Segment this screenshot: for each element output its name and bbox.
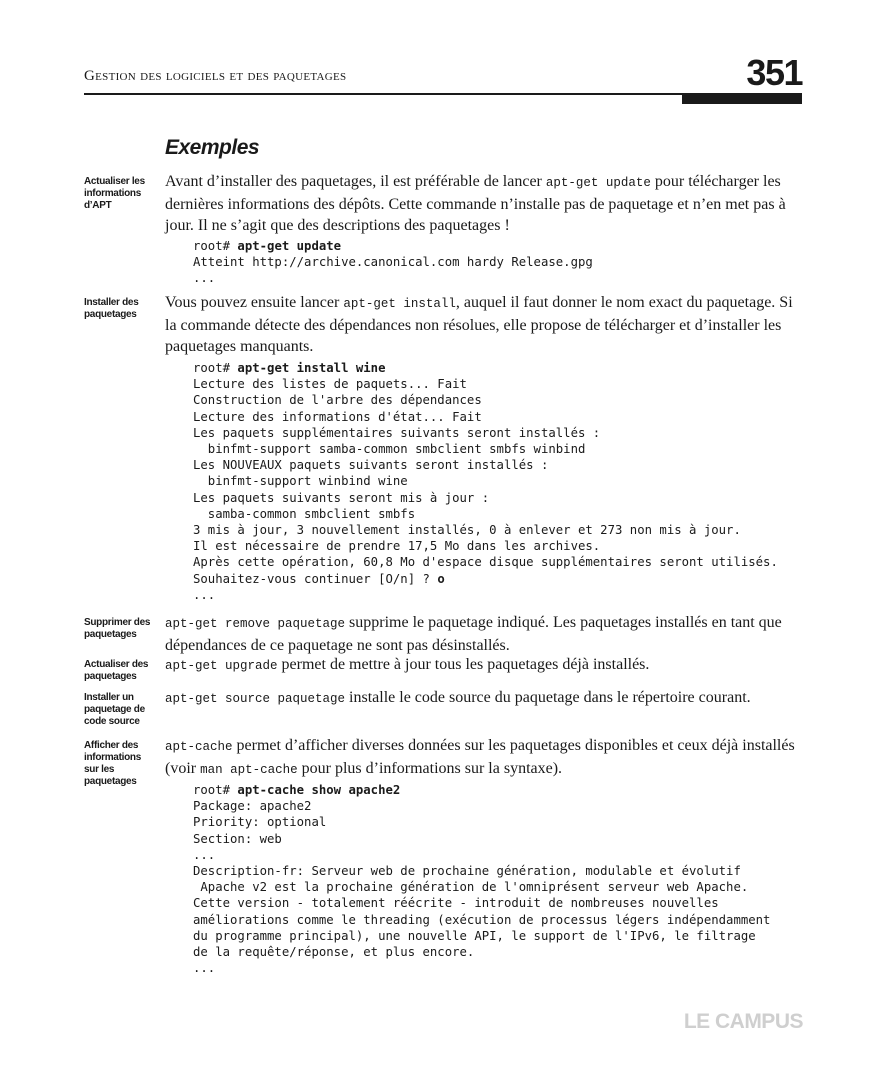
code-command: apt-get update	[237, 239, 342, 253]
publisher-logo: LE CAMPUS	[683, 1010, 803, 1033]
code-command: apt-cache show apache2	[237, 783, 401, 797]
code-line: Priority: optional	[193, 815, 327, 830]
code-line: Cette version - totalement réécrite - introduit de nombreuses nouvelles	[193, 896, 719, 911]
margin-note-source: Installer un paquetage de code source	[84, 692, 145, 727]
code-prompt: root#	[193, 361, 238, 375]
paragraph-text: pour plus d’informations sur la syntaxe).	[297, 760, 563, 777]
code-line: binfmt-support samba-common smbclient smbfs winbind	[193, 442, 586, 457]
paragraph-text: permet d’afficher diverses données sur les paquetages disponibles et ceux déjà installés (voir	[165, 737, 795, 777]
code-line: Construction de l'arbre des dépendances	[193, 393, 482, 408]
code-line: samba-common smbclient smbfs	[193, 506, 416, 521]
margin-note-show: Afficher des informations sur les paquetages	[84, 740, 141, 787]
code-line: 3 mis à jour, 3 nouvellement installés, 0 à enlever et 273 non mis à jour.	[193, 523, 741, 538]
page-number: 351	[746, 52, 802, 93]
margin-note-upgrade: Actualiser des paquetages	[84, 659, 149, 682]
code-line: Les paquets supplémentaires suivants seront installés :	[193, 425, 601, 440]
paragraph-text: , auquel il faut donner le nom exact du paquetage. Si la commande détecte des dépendances non résolues, elle propose de télécharger et d’installer les paquetages manquants.	[165, 294, 793, 355]
code-line: de la requête/réponse, et plus encore.	[193, 945, 475, 960]
paragraph-text: installe le code source du paquetage dans le répertoire courant.	[345, 689, 751, 706]
code-line: Les paquets suivants seront mis à jour :	[193, 490, 490, 505]
code-line: Lecture des listes de paquets... Fait	[193, 377, 467, 392]
code-question: Souhaitez-vous continuer [O/n] ?	[193, 571, 438, 586]
paragraph-update	[165, 171, 805, 236]
inline-code: man apt-cache	[200, 763, 298, 777]
code-line: ...	[193, 587, 216, 602]
paragraph-source	[165, 687, 805, 710]
code-line: Lecture des informations d'état... Fait	[193, 409, 482, 424]
margin-note-update: Actualiser les informations d’APT	[84, 176, 145, 211]
code-command: apt-get install wine	[237, 361, 386, 375]
paragraph-text: permet de mettre à jour tous les paquetages déjà installés.	[277, 656, 650, 673]
inline-code: apt-get remove paquetage	[165, 617, 346, 631]
code-line: Package: apache2	[193, 799, 312, 814]
section-heading: Exemples	[165, 136, 260, 159]
code-block-update	[193, 238, 593, 287]
inline-code: apt-get source paquetage	[165, 692, 346, 706]
code-line: Il est nécessaire de prendre 17,5 Mo dans les archives.	[193, 539, 601, 554]
code-prompt: root#	[193, 239, 238, 253]
paragraph-show	[165, 735, 805, 781]
margin-note-remove: Supprimer des paquetages	[84, 617, 151, 640]
paragraph-text: supprime le paquetage indiqué. Les paquetages installés en tant que dépendances de ce paquetage ne sont pas désinstallés.	[165, 614, 782, 654]
code-line: améliorations comme le threading (exécution de processus légers indépendamment	[193, 912, 771, 927]
code-line: du programme principal), une nouvelle API, le support de l'IPv6, le filtrage	[193, 928, 756, 943]
inline-code: apt-cache	[165, 740, 233, 754]
paragraph-upgrade	[165, 654, 805, 677]
code-line: binfmt-support winbind wine	[193, 474, 408, 489]
paragraph-text: Avant d’installer des paquetages, il est préférable de lancer	[165, 173, 546, 190]
code-prompt: root#	[193, 783, 238, 797]
code-line: ...	[193, 961, 216, 976]
header-rule-bar	[682, 93, 802, 104]
code-block-show	[193, 782, 770, 976]
code-line: ...	[193, 847, 216, 862]
code-line: Description-fr: Serveur web de prochaine génération, modulable et évolutif	[193, 864, 741, 879]
code-answer: o	[437, 571, 445, 586]
inline-code: apt-get upgrade	[165, 659, 278, 673]
paragraph-remove	[165, 612, 805, 656]
inline-code: apt-get install	[343, 297, 456, 311]
code-line: Les NOUVEAUX paquets suivants seront installés :	[193, 458, 549, 473]
margin-note-install: Installer des paquetages	[84, 297, 139, 320]
code-line: Apache v2 est la prochaine génération de l'omniprésent serveur web Apache.	[193, 880, 749, 895]
inline-code: apt-get update	[545, 176, 651, 190]
code-line: Atteint http://archive.canonical.com hardy Release.gpg	[193, 255, 593, 270]
paragraph-text: Vous pouvez ensuite lancer	[165, 294, 344, 311]
code-line: Section: web	[193, 831, 282, 846]
code-line: Après cette opération, 60,8 Mo d'espace disque supplémentaires seront utilisés.	[193, 555, 778, 570]
code-block-install	[193, 360, 778, 603]
code-line: ...	[193, 271, 216, 286]
paragraph-text: pour télécharger les dernières informations des dépôts. Cette commande n’installe pas de paquetage et n’en met pas à jour. Il ne s’agit que des descriptions des paquetages !	[165, 173, 786, 234]
running-header-title: Gestion des logiciels et des paquetages	[84, 68, 347, 84]
paragraph-install	[165, 292, 805, 357]
